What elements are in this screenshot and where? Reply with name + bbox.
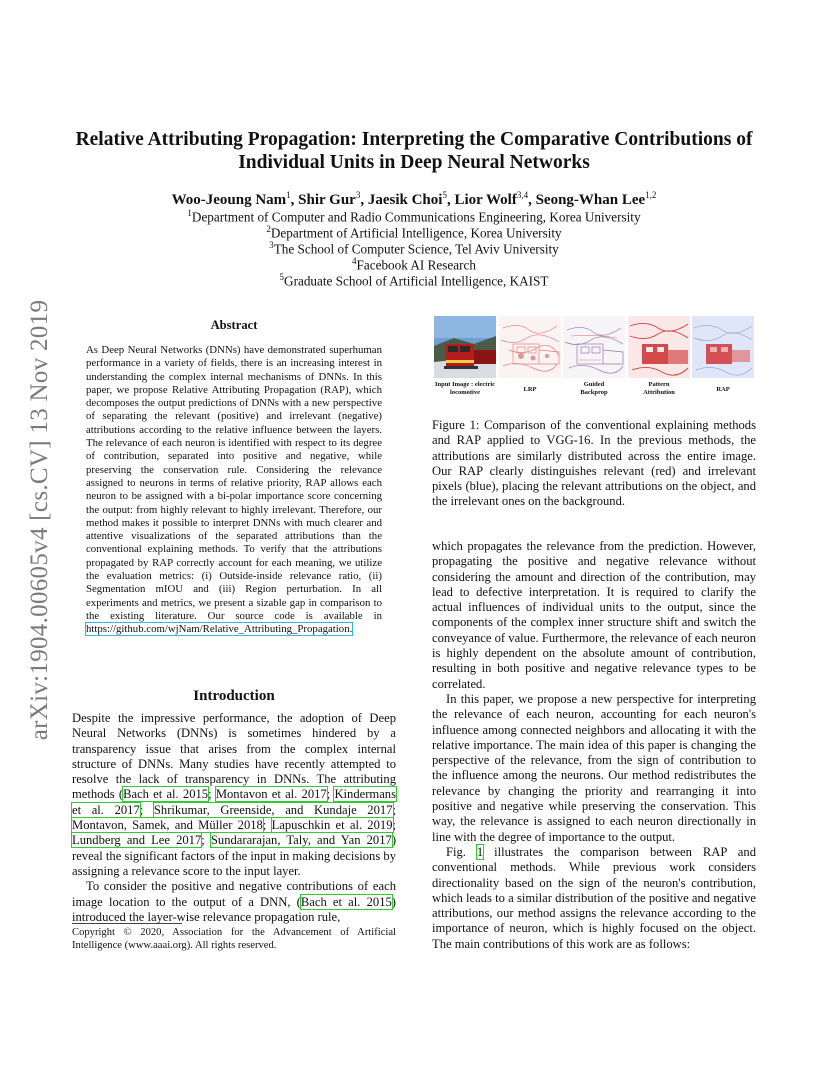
author-affiliation-mark: 1,2 xyxy=(645,190,657,200)
lrp-heatmap xyxy=(499,316,561,378)
affiliation: $^5$Graduate School of Artificial Intelligence, KAIST xyxy=(279,272,549,289)
affiliation: $^3$The School of Computer Science, Tel Aviv University xyxy=(269,240,559,257)
figure-panel-label: LRP xyxy=(523,386,537,393)
author-name: Seong-Whan Lee xyxy=(535,192,646,208)
paragraph: Despite the impressive performance, the adoption of Deep Neural Networks (DNNs) is sometimes hindered by a transparency issue that arises from the complex internal structure of DNNs. Many studies have recently attempted to resolve the lack of transparency in DNNs. The attributing methods (Bach et al. 2015; Montavon et al. 2017; Kindermans et al. 2017; Shrikumar, Greenside, and Kundaje 2017; Montavon, Samek, and Müller 2018; Lapuschkin et al. 2019; Lundberg and Lee 2017; Sundararajan, Taly, and Yan 2017) reveal the significant factors of the input in making decisions by assigning a relevance score to the input layer. xyxy=(72,711,397,878)
figure-panel-label: Input Image : electric locomotive xyxy=(434,381,496,396)
abstract-body: As Deep Neural Networks (DNNs) have demonstrated superhuman performance in a variety of fields, there is an increasing interest in understanding the complex internal mechanisms of DNNs. In this paper, we propose Relative Attributing Propagation (RAP), which decomposes the output predictions of DNNs with a new perspective of separating the relevant (positive) and irrelevant (negative) attributions according to the relative influence between the layers. The relevance of each neuron is identified with respect to its degree of contribution, separated into positive and negative, while preserving the conservation rule. Considering the relevance assigned to neurons in terms of relative priority, RAP allows each neuron to be assigned with a bi-polar importance score concerning the output: from highly relevant to highly irrelevant. Therefore, our method makes it possible to interpret DNNs with much clearer and attentive visualizations of the separated attributions than the conventional explaining methods. To verify that the attributions propagated by RAP correctly account for each meaning, we utilize the evaluation metrics: (i) Outside-inside relevance ratio, (ii) Segmentation mIOU and (iii) Region perturbation. In all experiments and metrics, we present a sizable gap in comparison to the existing literature. Our source code is available in https://github.com/wjNam/Relative_Attributing_Propagation. xyxy=(86,344,382,636)
citation-link[interactable]: Montavon et al. 2017 xyxy=(215,787,327,802)
paragraph: which propagates the relevance from the prediction. However, propagating the positive and negative relevance without considering the amount and direction of the contribution, may lead to defective interpretation. It is required to clarify the actual influences of individual units to the output, since the components of the complex inner structure shift and switch the conveyance of value. Furthermore, the relevance of each neuron is highly dependent on the absolute amount of contribution, resulting in both positive and negative relevance types to be correlated. xyxy=(432,539,756,691)
author-name: Shir Gur xyxy=(298,192,356,208)
citation-link[interactable]: Lapuschkin et al. 2019 xyxy=(271,818,393,833)
paragraph: In this paper, we propose a new perspective for interpreting the relevance of each neuron, accounting for each neuron's influence among connected neighbors and allocating it with the relative importance. The main idea of this paper is changing the perspective of the relevance, from the sign of contribution to the influence among the neurons. Our method redistributes the relevance by changing the priority and rearranging it into positive and negative while preserving the conservation. This way, the relevance is assigned to each neuron directionally in line with the degree of importance to the output. xyxy=(432,691,756,844)
affiliation: $^2$Department of Artificial Intelligence, Korea University xyxy=(266,224,562,241)
author-list: Woo-Jeoung Nam$^1$, Shir Gur$^3$, Jaesik Choi$^5$, Lior Wolf$^{3,4}$, Seong-Whan Lee$^{1,2}$ xyxy=(171,190,657,208)
pattern-attribution-heatmap xyxy=(628,316,690,378)
affiliation: $^1$Department of Computer and Radio Communications Engineering, Korea University xyxy=(187,208,641,225)
author-affiliation-mark: 1 xyxy=(286,190,291,200)
introduction-heading: Introduction xyxy=(193,688,275,704)
figure-panel-label: Pattern Attribution xyxy=(643,381,675,396)
rap-heatmap xyxy=(692,316,754,378)
footnote-divider xyxy=(72,923,182,924)
citation-link[interactable]: Montavon, Samek, and Müller 2018 xyxy=(72,818,263,833)
figure-reference-link[interactable]: 1 xyxy=(476,844,484,859)
input-image-locomotive xyxy=(434,316,496,378)
introduction-body xyxy=(72,711,396,925)
paragraph: To consider the positive and negative contributions of each image location to the output of a DNN, (Bach et al. 2015) introduced the layer-wise relevance propagation rule, xyxy=(72,879,396,924)
copyright-notice: Copyright © 2020, Association for the Advancement of Artificial Intelligence (www.aaai.org). All rights reserved. xyxy=(72,927,396,951)
citation-link[interactable]: Kindermans et al. 2017 xyxy=(72,787,396,817)
paper-title: Relative Attributing Propagation: Interpreting the Comparative Contributions of Individual Units in Deep Neural Networks xyxy=(75,129,753,173)
affiliation: $^4$Facebook AI Research xyxy=(352,256,476,273)
right-column-body xyxy=(432,539,756,952)
guided-backprop-heatmap xyxy=(563,316,625,378)
arxiv-identifier: arXiv:1904.00605v4 [cs.CV] 13 Nov 2019 xyxy=(26,299,53,741)
citation-link[interactable]: Bach et al. 2015 xyxy=(123,787,209,802)
author-name: Jaesik Choi xyxy=(367,192,443,208)
citation-link[interactable]: Sundararajan, Taly, and Yan 2017 xyxy=(210,833,392,848)
abstract-heading: Abstract xyxy=(210,318,258,332)
author-affiliation-mark: 5 xyxy=(442,190,447,200)
paragraph: Fig. 1 illustrates the comparison between RAP and conventional methods. While previous work considers directionality based on the sign of the neuron's contribution, which leads to a similar distribution of the positive and negative attributions, our method assigns the relevance according to the importance of neuron, which is highly focused on the object. The main contributions of this work are as follows: xyxy=(432,844,756,951)
author-affiliation-mark: 3,4 xyxy=(516,190,529,200)
citation-link[interactable]: Shrikumar, Greenside, and Kundaje 2017 xyxy=(153,802,393,817)
author-name: Lior Wolf xyxy=(454,192,517,208)
source-code-link[interactable]: https://github.com/wjNam/Relative_Attributing_Propagation. xyxy=(86,623,353,636)
figure-panel-label: RAP xyxy=(716,386,730,393)
author-name: Woo-Jeoung Nam xyxy=(171,192,287,208)
figure-caption: Figure 1: Comparison of the conventional explaining methods and RAP applied to VGG-16. In the previous methods, the attributions are similarly distributed across the entire image. Our RAP clearly distinguishes relevant (red) and irrelevant pixels (blue), placing the relevant attributions on the object, and the irrelevant ones on the background. xyxy=(432,418,756,509)
citation-link[interactable]: Lundberg and Lee 2017 xyxy=(72,833,202,848)
citation-link[interactable]: Bach et al. 2015 xyxy=(300,894,392,909)
author-affiliation-mark: 3 xyxy=(355,190,361,200)
figure-panel-label: Guided Backprop xyxy=(580,381,608,396)
